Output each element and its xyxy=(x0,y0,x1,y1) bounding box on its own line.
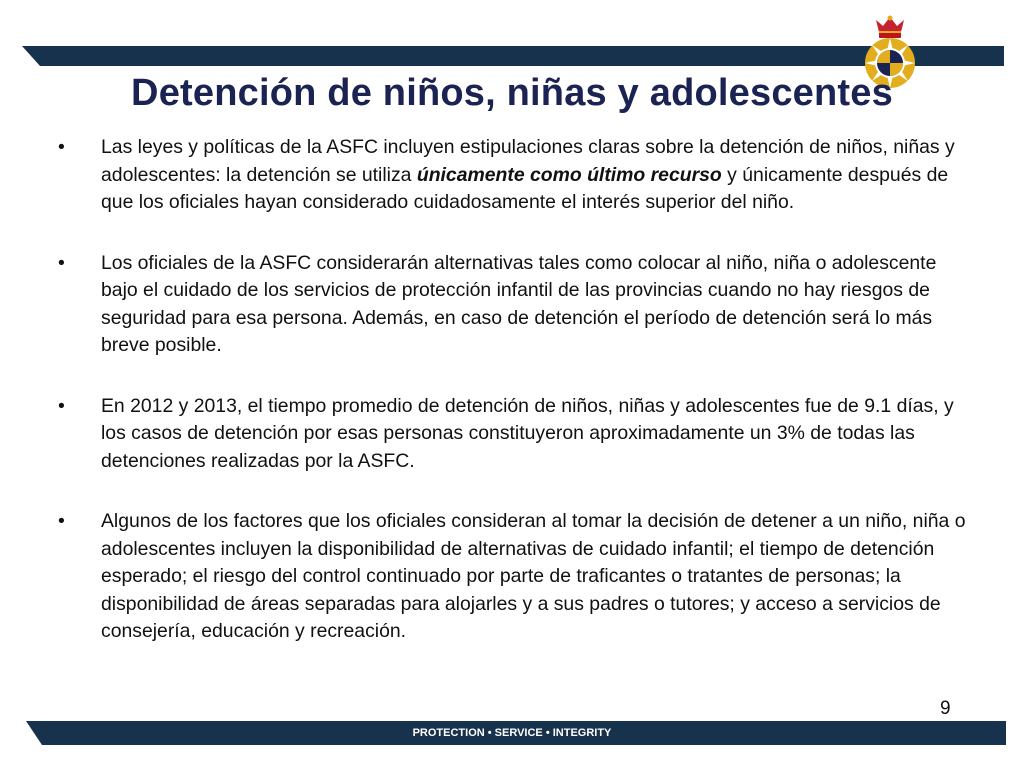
bullet-symbol: • xyxy=(58,251,65,274)
bullet-item xyxy=(58,508,968,646)
page-number: 9 xyxy=(940,698,951,719)
bullet-item xyxy=(58,393,968,476)
bullet-list xyxy=(58,134,968,646)
bullet-segment: Los oficiales de la ASFC considerarán alternativas tales como colocar al niño, niña o adolescente bajo el cuidado de los servicios de protección infantil de las provincias cuando no hay riesgos de seguridad para esa persona. Además, en caso de detención el período de detención será lo más breve posible. xyxy=(101,251,937,356)
bullet-item xyxy=(58,134,968,217)
slide-title: Detención de niños, niñas y adolescentes xyxy=(131,72,893,114)
bullet-segment: Algunos de los factores que los oficiales consideran al tomar la decisión de detener a un niño, niña o adolescentes incluyen la disponibilidad de alternativas de cuidado infantil; el tiempo de detención esperado; el riesgo del control continuado por parte de traficantes o tratantes de personas; la disponibilidad de áreas separadas para alojarles y a sus padres o tutores; y acceso a servicios de consejería, educación y recreación. xyxy=(101,510,966,642)
bullet-segment: En 2012 y 2013, el tiempo promedio de detención de niños, niñas y adolescentes fue de 9.1 días, y los casos de detención por esas personas constituyeron aproximadamente un 3% de todas las detenciones realizadas por la ASFC. xyxy=(101,394,954,472)
bullet-text xyxy=(101,252,936,357)
bullet-symbol: • xyxy=(58,136,65,158)
bullet-symbol: • xyxy=(58,510,65,532)
bullet-text xyxy=(101,510,966,642)
bullet-symbol: • xyxy=(58,394,65,417)
bullet-segment: Las leyes y políticas de la ASFC incluyen estipulaciones claras sobre la detención de niños, niñas y adolescentes: la detención se utiliza xyxy=(101,136,955,186)
bullet-text xyxy=(101,136,955,213)
bullet-item xyxy=(58,250,968,360)
bullet-text xyxy=(101,395,954,472)
bullet-emphasis: únicamente como último recurso xyxy=(416,163,722,186)
footer-band xyxy=(0,718,1024,768)
footer-motto: PROTECTION • SERVICE • INTEGRITY xyxy=(412,727,612,739)
bullet-segment: y únicamente después de que los oficiales hayan considerado cuidadosamente el interés superior del niño. xyxy=(101,163,949,213)
